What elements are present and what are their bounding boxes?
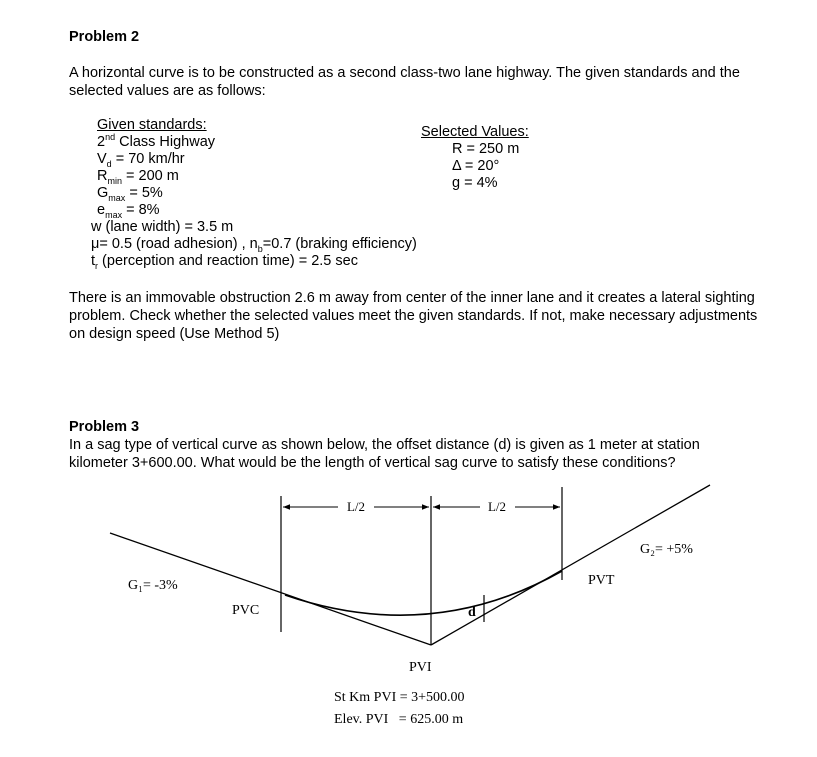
given-standards-heading: Given standards: [97, 117, 207, 133]
selected-values-heading: Selected Values: [421, 124, 529, 140]
elevation-label: Elev. PVI = 625.00 m [334, 712, 464, 727]
problem2-title: Problem 2 [69, 29, 140, 45]
pvc-label: PVC [232, 603, 260, 618]
selected-grade: g = 4% [452, 175, 498, 191]
road-adhesion: μ= 0.5 (road adhesion) , $n_b=0.7$ (braking efficiency) [91, 236, 417, 254]
g1-label: G₁= -3% [128, 578, 178, 593]
min-radius: $R_{min} = 200$ m [97, 168, 179, 186]
tangent-g2-line [431, 485, 710, 645]
highway-class: 2nd Class Highway [97, 132, 216, 150]
problem3-body: In a sag type of vertical curve as shown below, the offset distance (d) is given as 1 meter at station kilometer 3+600.00. What would be the length of vertical sag curve to satisfy these conditions? [69, 437, 700, 471]
l-half-right-label: L/2 [487, 499, 507, 514]
problem3-title: Problem 3 [69, 419, 140, 435]
selected-radius: R = 250 m [452, 141, 520, 157]
design-speed: $V_d = 70$ km/hr [97, 151, 185, 169]
reaction-time: $t_r$ (perception and reaction time) = 2.5 sec [91, 253, 358, 271]
l-half-left-label: L/2 [346, 499, 366, 514]
max-superelevation: $e_{max} = 8\%$ [97, 202, 160, 220]
selected-delta: Δ = 20° [452, 158, 500, 174]
station-label: St Km PVI = 3+500.00 [334, 690, 465, 705]
lane-width: w (lane width) = 3.5 m [91, 219, 234, 235]
max-grade: $G_{max} = 5\%$ [97, 185, 163, 203]
g2-label: G₂= +5% [640, 542, 693, 557]
problem2-intro: A horizontal curve is to be constructed as a second class-two lane highway. The given standards and the selected values are as follows: [69, 65, 740, 99]
d-label: d [468, 605, 476, 620]
pvi-label: PVI [409, 660, 432, 675]
problem2-body: There is an immovable obstruction 2.6 m away from center of the inner lane and it creates a lateral sighting problem. Check whether the selected values meet the given standards. If not, make necessary adjustments on design speed (Use Method 5) [69, 290, 758, 342]
pvt-label: PVT [588, 573, 615, 588]
